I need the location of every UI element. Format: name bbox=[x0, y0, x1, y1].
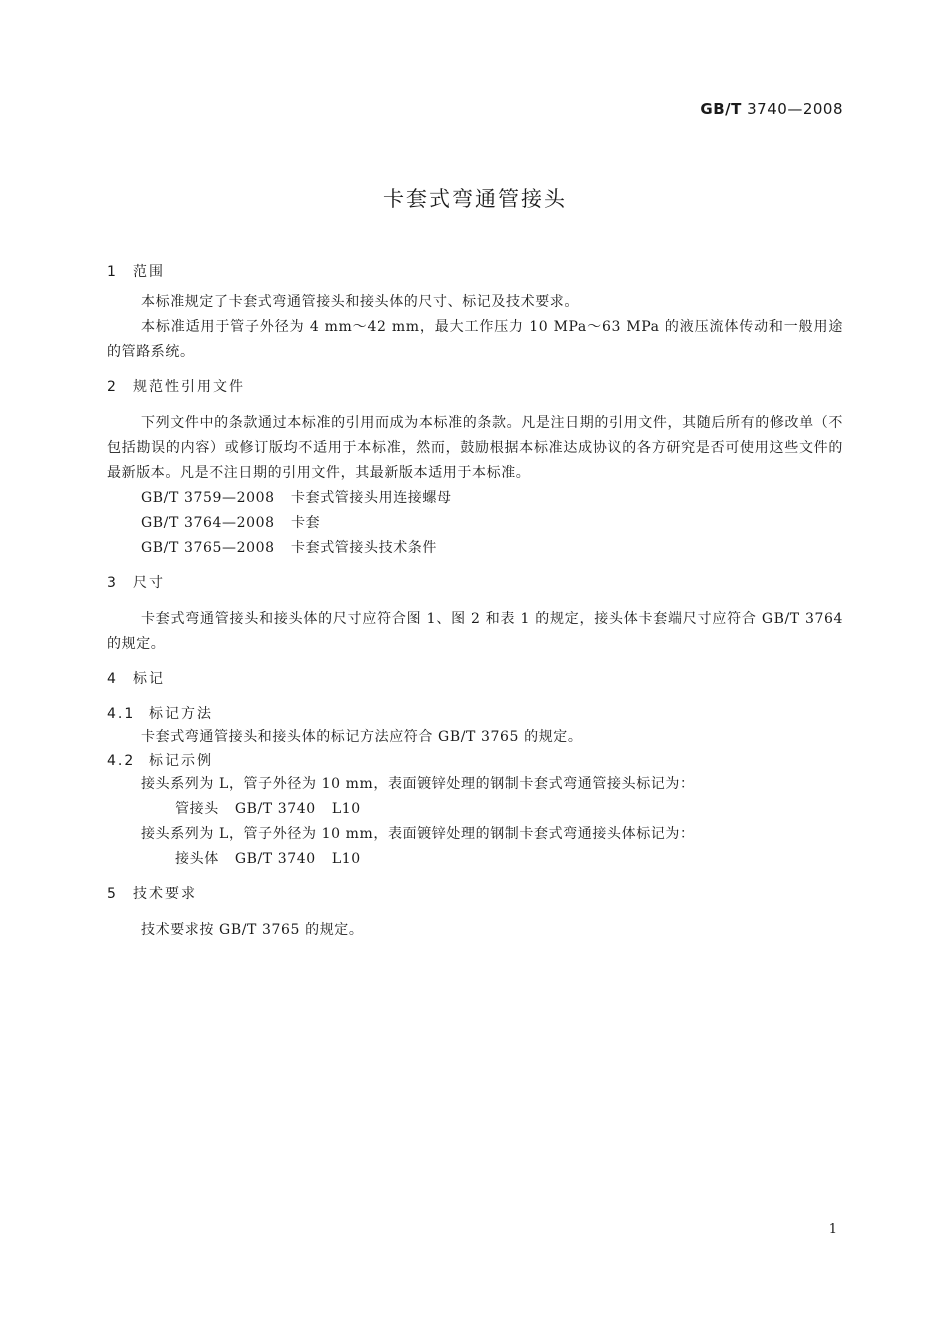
references-paragraph: 下列文件中的条款通过本标准的引用而成为本标准的条款。凡是注日期的引用文件，其随后所有的修改单（不包括勘误的内容）或修订版均不适用于本标准，然而，鼓励根据本标准达成协议的各方研究是否可使用这些文件的最新版本。凡是不注日期的引用文件，其最新版本适用于本标准。 bbox=[107, 415, 843, 481]
example-name: 接头体 bbox=[175, 851, 219, 867]
standard-code bbox=[700, 100, 843, 118]
example-spec: L10 bbox=[331, 801, 361, 817]
reference-item bbox=[107, 486, 843, 511]
standard-number: 3740—2008 bbox=[747, 100, 843, 118]
page-number: 1 bbox=[828, 1222, 837, 1237]
section-heading-technical-requirements bbox=[107, 884, 843, 904]
section-heading-dimensions bbox=[107, 573, 843, 593]
subsection-heading-marking-example bbox=[107, 750, 843, 772]
reference-item bbox=[107, 511, 843, 536]
section-title: 标记 bbox=[133, 671, 165, 687]
section-heading-normative-references bbox=[107, 377, 843, 397]
example-name: 管接头 bbox=[175, 801, 219, 817]
section-title: 尺寸 bbox=[133, 575, 165, 591]
example-spec: L10 bbox=[331, 851, 361, 867]
example-code: GB/T 3740 bbox=[234, 851, 316, 867]
marking-example-2-text: 接头系列为 L，管子外径为 10 mm，表面镀锌处理的钢制卡套式弯通接头体标记为： bbox=[141, 826, 695, 842]
subsection-title: 标记示例 bbox=[149, 753, 213, 769]
scope-paragraph-1: 本标准规定了卡套式弯通管接头和接头体的尺寸、标记及技术要求。 bbox=[141, 294, 579, 310]
reference-code: GB/T 3765—2008 bbox=[141, 540, 275, 556]
section-number: 1 bbox=[107, 264, 118, 280]
example-code: GB/T 3740 bbox=[234, 801, 316, 817]
document-title: 卡套式弯通管接头 bbox=[383, 187, 567, 211]
section-number: 2 bbox=[107, 379, 118, 395]
section-title: 范围 bbox=[133, 264, 165, 280]
section-number: 5 bbox=[107, 886, 118, 902]
reference-title: 卡套 bbox=[291, 515, 321, 531]
section-heading-scope bbox=[107, 262, 843, 282]
section-title: 规范性引用文件 bbox=[133, 379, 245, 395]
section-heading-marking bbox=[107, 669, 843, 689]
reference-code: GB/T 3764—2008 bbox=[141, 515, 275, 531]
document-body bbox=[107, 262, 843, 943]
technical-requirements-text: 技术要求按 GB/T 3765 的规定。 bbox=[141, 922, 364, 938]
reference-item bbox=[107, 536, 843, 561]
section-number: 3 bbox=[107, 575, 118, 591]
section-title: 技术要求 bbox=[133, 886, 197, 902]
scope-paragraph-2: 本标准适用于管子外径为 4 mm～42 mm，最大工作压力 10 MPa～63 MPa 的液压流体传动和一般用途的管路系统。 bbox=[107, 319, 843, 360]
marking-example-2 bbox=[107, 847, 843, 872]
dimensions-paragraph: 卡套式弯通管接头和接头体的尺寸应符合图 1、图 2 和表 1 的规定，接头体卡套端尺寸应符合 GB/T 3764 的规定。 bbox=[107, 611, 843, 652]
reference-title: 卡套式管接头用连接螺母 bbox=[291, 490, 452, 506]
subsection-heading-marking-method bbox=[107, 703, 843, 725]
section-number: 4 bbox=[107, 671, 118, 687]
reference-code: GB/T 3759—2008 bbox=[141, 490, 275, 506]
reference-title: 卡套式管接头技术条件 bbox=[291, 540, 437, 556]
subsection-title: 标记方法 bbox=[149, 706, 213, 722]
subsection-number: 4.1 bbox=[107, 706, 136, 722]
subsection-number: 4.2 bbox=[107, 753, 136, 769]
marking-method-text: 卡套式弯通管接头和接头体的标记方法应符合 GB/T 3765 的规定。 bbox=[141, 729, 583, 745]
standard-prefix: GB/T bbox=[700, 100, 742, 118]
marking-example-1 bbox=[107, 797, 843, 822]
marking-example-1-text: 接头系列为 L，管子外径为 10 mm，表面镀锌处理的钢制卡套式弯通管接头标记为： bbox=[141, 776, 695, 792]
